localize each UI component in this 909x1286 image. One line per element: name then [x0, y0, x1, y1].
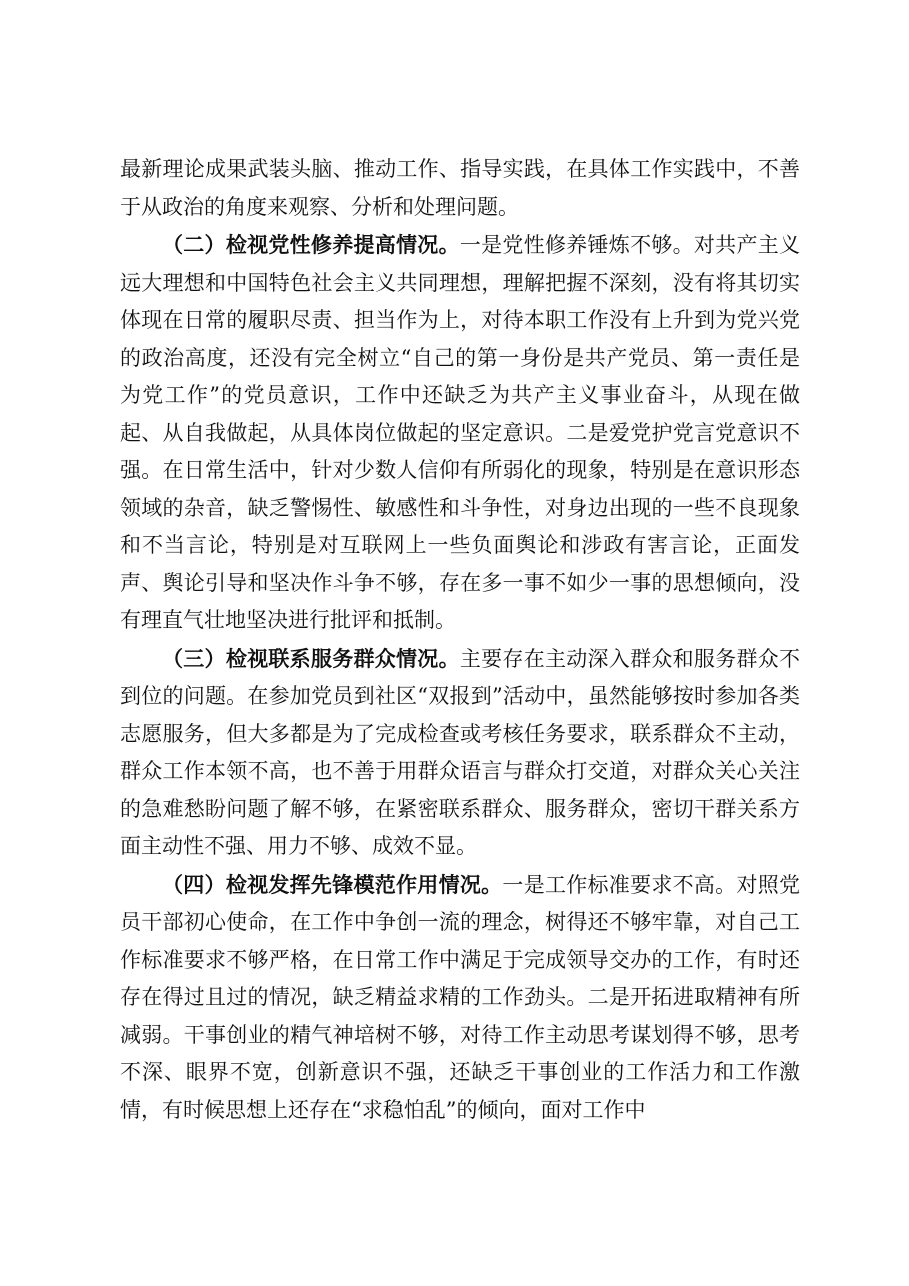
paragraph-heading: （三）检视联系服务群众情况。 [162, 645, 460, 671]
paragraph-text: 一是党性修养锤炼不够。对共产主义远大理想和中国特色社会主义共同理想，理解把握不深刻，没有将其切实体现在日常的履职尽责、担当作为上，对待本职工作没有上升到为党兴党的政治高度，还没有完全树立“自己的第一身份是共产党员、第一责任是为党工作”的党员意识，工作中还缺乏为共产主义事业奋斗，从现在做起、从自我做起，从具体岗位做起的坚定意识。二是爱党护党言党意识不强。在日常生活中，针对少数人信仰有所弱化的现象，特别是在意识形态领域的杂音，缺乏警惕性、敏感性和斗争性，对身边出现的一些不良现象和不当言论，特别是对互联网上一些负面舆论和涉政有害言论，正面发声、舆论引导和坚决作斗争不够，存在多一事不如少一事的思想倾向，没有理直气壮地坚决进行批评和抵制。 [120, 233, 801, 632]
paragraph-text: 主要存在主动深入群众和服务群众不到位的问题。在参加党员到社区“双报到”活动中，虽然能够按时参加各类志愿服务，但大多都是为了完成检查或考核任务要求，联系群众不主动，群众工作本领不高，也不善于用群众语言与群众打交道，对群众关心关注的急难愁盼问题了解不够，在紧密联系群众、服务群众，密切干群关系方面主动性不强、用力不够、成效不显。 [120, 646, 801, 858]
paragraph-heading: （二）检视党性修养提高情况。 [162, 232, 460, 257]
paragraph-text: 一是工作标准要求不高。对照党员干部初心使命，在工作中争创一流的理念，树得还不够牢靠，对自己工作标准要求不够严格，在日常工作中满足于完成领导交办的工作，有时还存在得过且过的情况，缺乏精益求精的工作劲头。二是开拓进取精神有所减弱。干事创业的精气神培树不够，对待工作主动思考谋划得不够，思考不深、眼界不宽，创新意识不强，还缺乏干事创业的工作活力和工作激情，有时候思想上还存在“求稳怕乱”的倾向，面对工作中 [120, 872, 801, 1122]
paragraph-vanguard-role [120, 866, 800, 1130]
paragraph-heading: （四）检视发挥先锋模范作用情况。 [162, 871, 503, 897]
paragraph-text: 最新理论成果武装头脑、推动工作、指导实践，在具体工作实践中，不善于从政治的角度来观察、分析和处理问题。 [120, 157, 800, 219]
paragraph-serving-masses [120, 640, 800, 866]
paragraph-continued [120, 150, 800, 226]
document-body [120, 150, 800, 1129]
paragraph-party-spirit [120, 226, 800, 640]
